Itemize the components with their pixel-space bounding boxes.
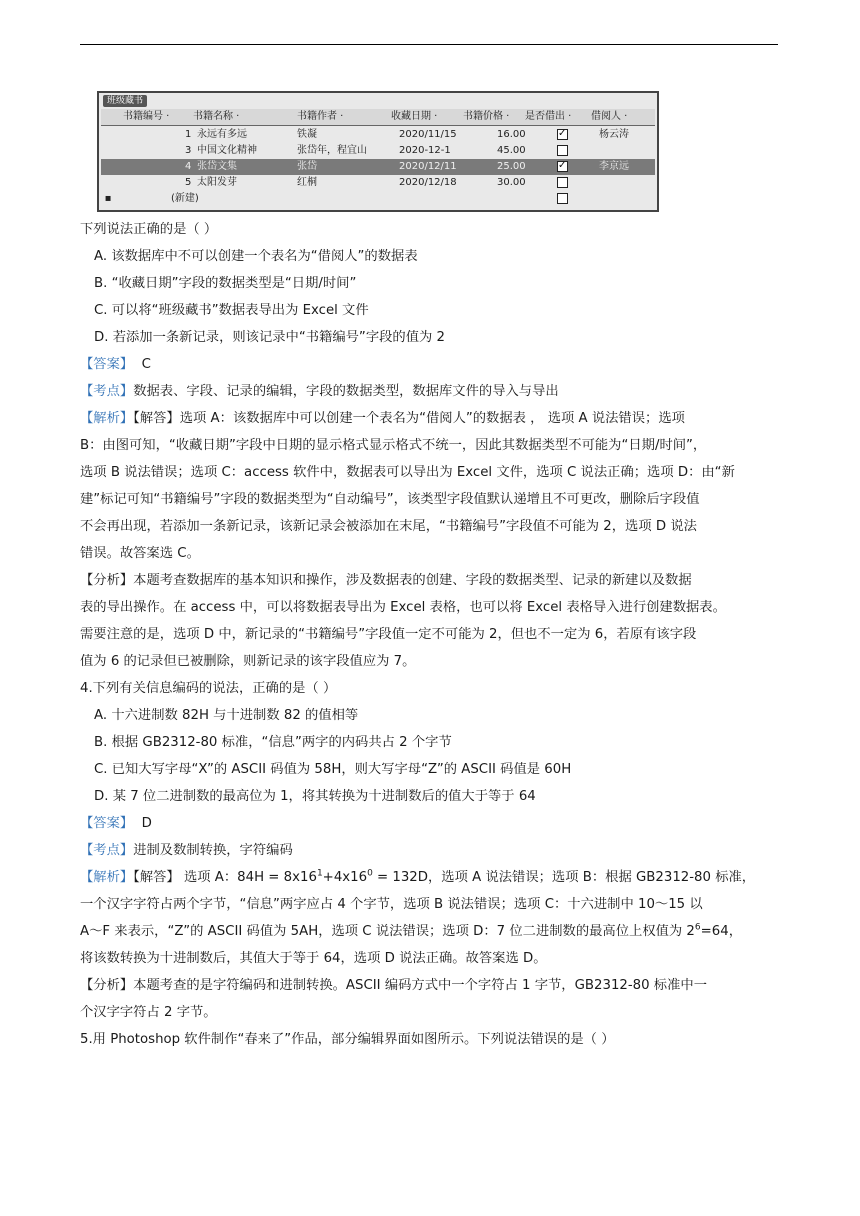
- column-header: 书籍名称 ·: [193, 111, 240, 122]
- analysis-text: = 132D，选项 A 说法错误；选项 B：根据 GB2312-80 标准，: [372, 870, 756, 885]
- cell-name: 太阳发芽: [197, 177, 237, 188]
- analysis-text: =64，: [700, 924, 742, 939]
- cell-price: 25.00: [497, 161, 526, 172]
- column-header: 收藏日期 ·: [391, 111, 438, 122]
- cell-id: 5: [185, 177, 192, 188]
- q3-summary-line: 值为 6 的记录但已被删除，则新记录的该字段值应为 7。: [80, 654, 416, 669]
- q3-option-a: A. 该数据库中不可以创建一个表名为“借阅人”的数据表: [94, 249, 418, 264]
- answer-tag: 【答案】: [80, 816, 134, 831]
- q4-analysis-line: 将该数转换为十进制数后，其值大于等于 64，选项 D 说法正确。故答案选 D。: [80, 951, 547, 966]
- checkbox[interactable]: [557, 191, 568, 208]
- point-tag: 【考点】: [80, 843, 134, 858]
- cell-author: 红桐: [297, 177, 317, 188]
- q3-option-d: D. 若添加一条新记录，则该记录中“书籍编号”字段的值为 2: [94, 330, 445, 345]
- q4-option-a: A. 十六进制数 82H 与十进制数 82 的值相等: [94, 708, 359, 723]
- column-header: 书籍价格 ·: [463, 111, 510, 122]
- cell-author: 张岱: [297, 161, 317, 172]
- cell-id: 1: [185, 129, 192, 140]
- cell-author: 铁凝: [297, 129, 317, 140]
- q3-analysis-line: 错误。故答案选 C。: [80, 546, 200, 561]
- cell-price: 16.00: [497, 129, 526, 140]
- cell-name: 永远有多远: [197, 129, 247, 140]
- cell-name: 中国文化精神: [197, 145, 257, 156]
- q3-answer: [80, 356, 151, 374]
- superscript: 0: [367, 868, 373, 879]
- q4-summary-line: 【分析】本题考查的是字符编码和进制转换。ASCII 编码方式中一个字符占 1 字节，GB2312-80 标准中一: [80, 978, 707, 993]
- point-text: 进制及数制转换，字符编码: [133, 843, 293, 858]
- analysis-text: 【解答】选项 A：该数据库中可以创建一个表名为“借阅人”的数据表 ， 选项 A 说法错误；选项: [133, 411, 685, 426]
- cell-date: 2020/12/11: [399, 161, 457, 172]
- q3-summary-line: 表的导出操作。在 access 中，可以将数据表导出为 Excel 表格，也可以将 Excel 表格导入进行创建数据表。: [80, 600, 726, 615]
- table-tab-title: 班级藏书: [103, 95, 147, 107]
- q4-point: [80, 842, 293, 860]
- analysis-text: +4x16: [322, 870, 368, 885]
- cell-price: 30.00: [497, 177, 526, 188]
- cell-id: 3: [185, 145, 192, 156]
- column-header: 书籍编号 ·: [123, 111, 170, 122]
- header-rule: [80, 44, 778, 45]
- q4-option-b: B. 根据 GB2312-80 标准，“信息”两字的内码共占 2 个字节: [94, 735, 452, 750]
- table-row: [101, 143, 655, 159]
- checkbox[interactable]: [557, 175, 568, 192]
- q4-analysis-line: [80, 869, 755, 887]
- q4-answer: [80, 815, 152, 833]
- q4-summary-line: 个汉字字符占 2 字节。: [80, 1005, 217, 1020]
- column-header: 借阅人 ·: [591, 111, 628, 122]
- superscript: 6: [694, 922, 701, 933]
- superscript: 1: [316, 868, 323, 879]
- q3-stem: 下列说法正确的是（ ）: [80, 222, 218, 237]
- q4-option-d: D. 某 7 位二进制数的最高位为 1，将其转换为十进制数后的值大于等于 64: [94, 789, 536, 804]
- cell-id: 4: [185, 161, 192, 172]
- analysis-text: 【解答】 选项 A：84H = 8x16: [133, 870, 317, 885]
- q3-option-b: B. “收藏日期”字段的数据类型是“日期/时间”: [94, 276, 357, 291]
- cell-author: 张岱年，程宜山: [297, 145, 367, 156]
- q3-analysis-line: 建”标记可知“书籍编号”字段的数据类型为“自动编号”，该类型字段值默认递增且不可更改，删除后字段值: [80, 492, 700, 507]
- cell-date: 2020/11/15: [399, 129, 457, 140]
- q3-point: [80, 383, 559, 401]
- answer-value: C: [141, 357, 151, 372]
- analysis-tag: 【解析】: [80, 870, 134, 885]
- q5-stem: 5.用 Photoshop 软件制作“春来了”作品，部分编辑界面如图所示。下列说法错误的是（ ）: [80, 1032, 615, 1047]
- cell-borrower: 李京远: [599, 161, 629, 172]
- q3-analysis-line: 选项 B 说法错误；选项 C：access 软件中，数据表可以导出为 Excel 文件，选项 C 说法正确；选项 D：由“新: [80, 465, 735, 480]
- checkbox[interactable]: [557, 159, 568, 176]
- q3-analysis-line: B：由图可知，“收藏日期”字段中日期的显示格式显示格式不统一，因此其数据类型不可能为“日期/时间”，: [80, 438, 707, 453]
- q4-option-c: C. 已知大写字母“X”的 ASCII 码值为 58H，则大写字母“Z”的 ASCII 码值是 60H: [94, 762, 572, 777]
- q4-analysis-line: 一个汉字字符占两个字节，“信息”两字应占 4 个字节，选项 B 说法错误；选项 C：十六进制中 10～15 以: [80, 897, 703, 912]
- checkbox[interactable]: [557, 127, 568, 144]
- point-tag: 【考点】: [80, 384, 134, 399]
- answer-value: D: [141, 816, 152, 831]
- cell-date: 2020/12/18: [399, 177, 457, 188]
- cell-date: 2020-12-1: [399, 145, 451, 156]
- table-header-row: [101, 109, 655, 126]
- table-row: [101, 127, 655, 143]
- table-row-selected[interactable]: [101, 159, 655, 175]
- q3-analysis-line: 不会再出现，若添加一条新记录，该新记录会被添加在末尾，“书籍编号”字段值不可能为 2，选项 D 说法: [80, 519, 697, 534]
- table-row-new[interactable]: [101, 191, 655, 207]
- q3-analysis-line: [80, 410, 685, 428]
- access-table-figure: [97, 91, 659, 212]
- cell-borrower: 杨云涛: [599, 129, 629, 140]
- analysis-text: A～F 来表示，“Z”的 ASCII 码值为 5AH，选项 C 说法错误；选项 D：7 位二进制数的最高位上权值为 2: [80, 924, 695, 939]
- q4-analysis-line: [80, 923, 742, 941]
- q3-option-c: C. 可以将“班级藏书”数据表导出为 Excel 文件: [94, 303, 369, 318]
- cell-price: 45.00: [497, 145, 526, 156]
- q3-summary-line: 【分析】本题考查数据库的基本知识和操作，涉及数据表的创建、字段的数据类型、记录的新建以及数据: [80, 573, 692, 588]
- cell-name: 张岱文集: [197, 161, 237, 172]
- column-header: 书籍作者 ·: [297, 111, 344, 122]
- table-row: [101, 175, 655, 191]
- q3-summary-line: 需要注意的是，选项 D 中，新记录的“书籍编号”字段值一定不可能为 2，但也不一定为 6，若原有该字段: [80, 627, 697, 642]
- cell-new: (新建): [171, 193, 199, 204]
- new-record-marker-icon: ▪: [104, 193, 112, 204]
- q4-stem: 4.下列有关信息编码的说法，正确的是（ ）: [80, 681, 337, 696]
- analysis-tag: 【解析】: [80, 411, 134, 426]
- answer-tag: 【答案】: [80, 357, 134, 372]
- point-text: 数据表、字段、记录的编辑，字段的数据类型，数据库文件的导入与导出: [133, 384, 559, 399]
- column-header: 是否借出 ·: [525, 111, 572, 122]
